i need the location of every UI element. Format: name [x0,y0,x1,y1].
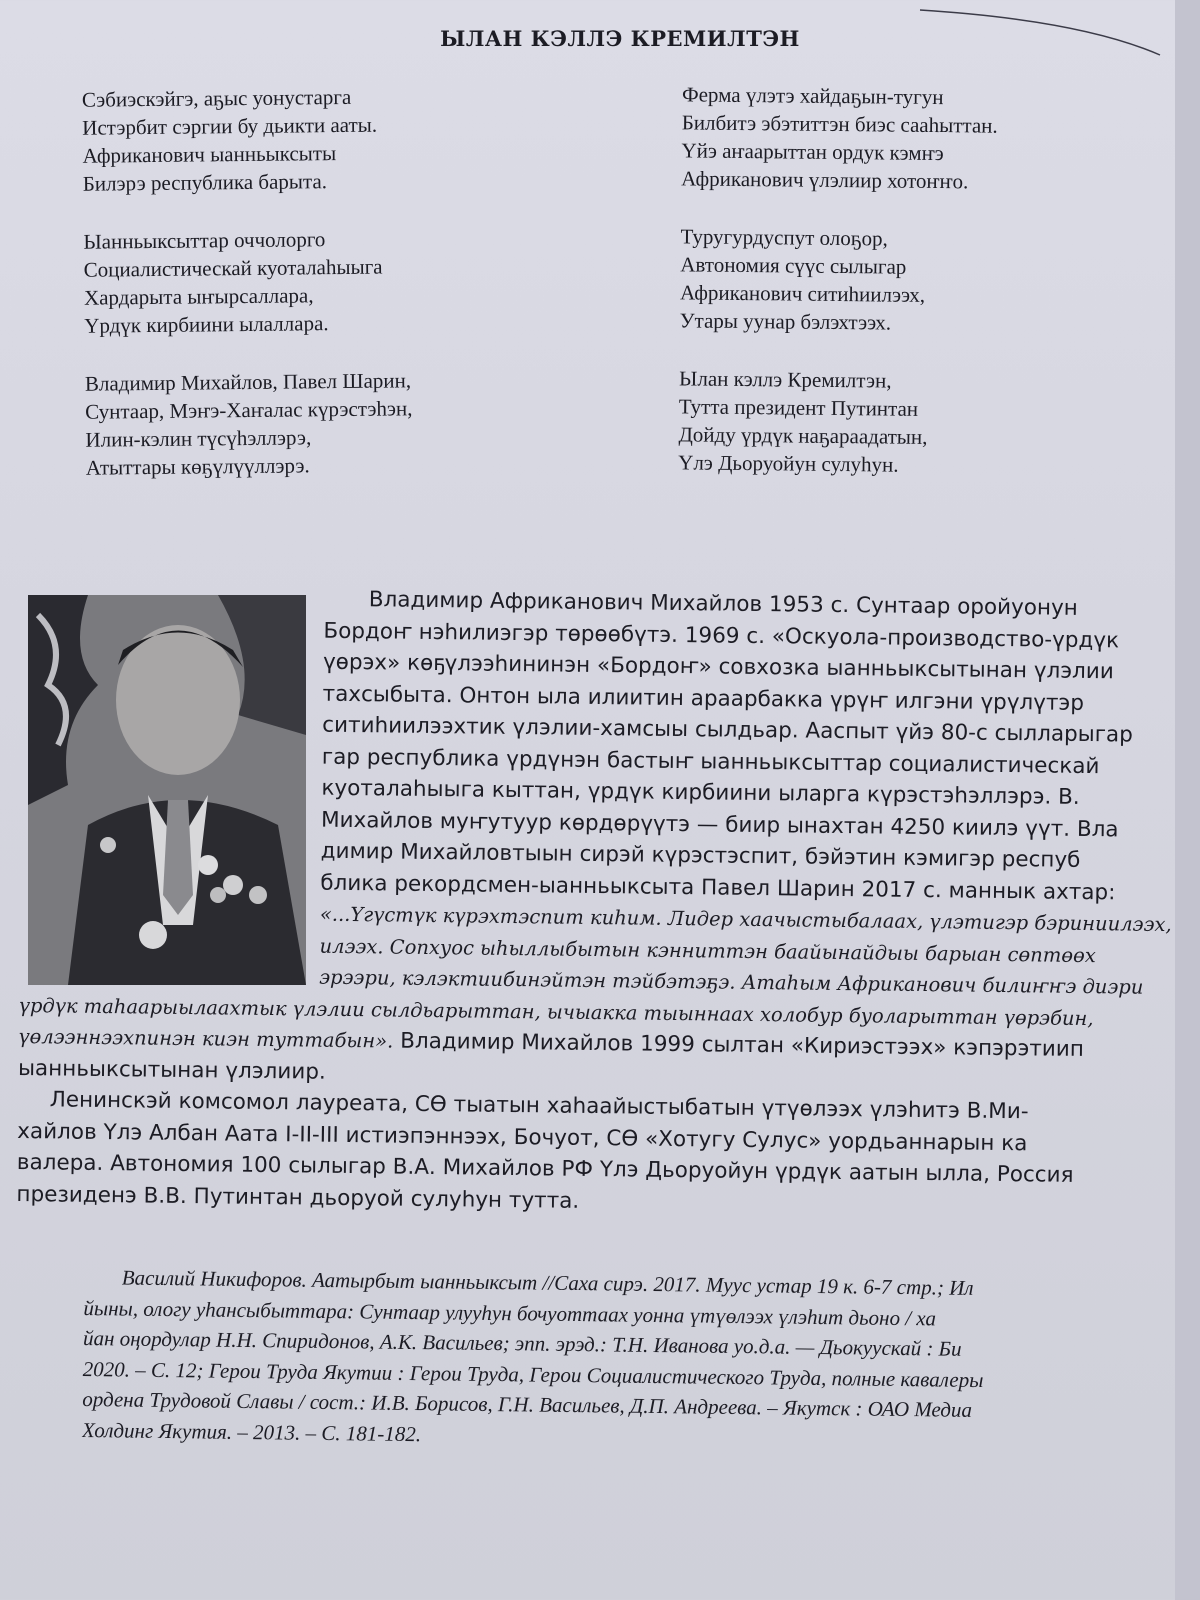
quote-line: «...Үгүстүк күрэхтэспит киһим. Лидер хаачыстыбалаах, үлэтигэр бэриниилээх, [319,902,1172,937]
reference-line: ордена Трудовой Славы / сост.: И.В. Борисов, Г.Н. Васильев, Д.П. Андреева. – Якутск : ОАО Медиа [82,1386,973,1422]
poem-left-column [82,82,414,511]
verse-line: Утары уунар бэлэхтээх. [679,308,892,335]
verse-line: Социалистическай куоталаһыыга [83,254,383,282]
verse-line: Автономия сүүс сылыгар [680,252,907,279]
bio-line: үөрэх» көҕүлээһининэн «Бордоҥ» совхозка ыанньыксытынан үлэлии [322,649,1114,685]
stanza [680,222,997,337]
references [82,1262,1200,1459]
bio-line: президенэ В.В. Путинтан дьоруой сулуһун тутта. [16,1181,580,1214]
bio-after-quote: Владимир Михайлов 1999 сылтан «Кириэстээх» кэпэрэтиип [400,1028,1085,1062]
verse-line: Үйэ аҥаарыттан ордук кэмҥэ [681,138,944,166]
bio-line: димир Михайловтыын сирэй күрэстэспит, бэйэтин кэмигэр респуб [320,838,1081,873]
verse-line: Туругурдуспут олоҕор, [680,224,889,251]
verse-line: Илин-кэлин түсүһэллэрэ, [85,425,312,452]
quote-line: эрээри, кэлэктиибинэйтэн тэйбэтэҕэ. Атаһым Африканович билиҥҥэ диэри [319,965,1144,999]
bio-line: Бордоҥ нэһилиэгэр төрөөбүтэ. 1969 с. «Оскуола-производство-үрдүк [323,618,1120,653]
stanza [681,80,998,195]
stanza [678,364,995,479]
stanza [85,366,413,481]
quote-line: үрдүк таһаарыылаахтык үлэлии сылдьарыттан, ычыакка тыыннаах холобур буоларыттан үөрэбин, [18,993,1094,1030]
bio-line: гар республика үрдүнэн бастыҥ ыанньыксыттар социалистическай [321,744,1100,779]
poem-right-column [678,80,998,509]
bio-line: ыанньыксытынан үлэлиир. [17,1055,326,1085]
verse-line: Билбитэ эбэтиттэн биэс сааһыттан. [681,110,998,138]
verse-line: Владимир Михайлов, Павел Шарин, [84,368,412,396]
bio-line: Ленинскэй комсомол лауреата, СӨ тыатын хаһаайыстыбатын үтүөлээх үлэһитэ В.Ми- [49,1087,1029,1125]
verse-line: Үлэ Дьоруойун сулуһун. [678,450,899,477]
reference-line: йыны, ологу уһансыбыттара: Сунтаар улууһун бочуоттаах уонна үтүөлээх үлэһит дьоно / ха [83,1295,937,1330]
page-title: ЫЛАН КЭЛЛЭ КРЕМИЛТЭН [440,26,800,51]
verse-line: Билэрэ республика барыта. [82,169,328,196]
verse-line: Хардарыта ыҥырсаллара, [83,283,314,310]
bio-line: ситиһиилээхтик үлэлии-хамсыы сылдьар. Ааспыт үйэ 80-с сылларыгар [322,712,1133,748]
verse-line: Ыанньыксыттар оччолорго [83,227,326,254]
verse-line: Атыттары көҕүлүүллэрэ. [85,453,310,480]
verse-line: Үрдүк кирбиини ылаллара. [84,311,329,338]
quote-line: илээх. Сопхуос ыһыллыбытын кэнниттэн баайынайдыы барыан сөптөөх [319,934,1096,967]
reference-line: Василий Никифоров. Аатырбыт ыанньыксыт //Саха сирэ. 2017. Муус устар 19 к. 6-7 стр.; Ил [121,1265,974,1300]
quote-end: үөлээннээхпинэн киэн туттабын». [18,1024,394,1053]
verse-line: Ылан кэллэ Кремилтэн, [678,366,892,393]
biography-text [16,580,1200,1224]
verse-line: Сунтаар, Мэҥэ-Хаҥалас күрэстэһэн, [85,396,413,424]
verse-line: Тутта президент Путинтан [678,394,919,421]
reference-line: йан оңордулар Н.Н. Спиридонов, А.К. Васильев; эпп. эрэд.: Т.Н. Иванова уо.д.а. — Дьокуускай : Би [82,1325,962,1361]
bio-line: Михайлов муҥутуур көрдөрүүтэ — биир ынахтан 4250 киилэ үүт. Вла [320,807,1119,842]
verse-line: Африканович ыанньыксыты [82,141,337,168]
reference-line: 2020. – С. 12; Герои Труда Якутии : Герои Труда, Герои Социалистического Труда, полные кавалеры [82,1356,984,1392]
reference-line: Холдинг Якутия. – 2013. – С. 181-182. [81,1417,422,1446]
bio-line: Владимир Африканович Михайлов 1953 с. Сунтаар оройуонун [368,587,1078,621]
bio-line: блика рекордсмен-ыанньыксыта Павел Шарин 2017 с. маннык ахтар: [320,870,1116,905]
verse-line: Истэрбит сэргии бу дьикти ааты. [82,112,378,140]
verse-line: Африканович үлэлиир хотоҥҥо. [681,166,969,194]
verse-line: Африканович ситиһиилээх, [679,280,926,307]
verse-line: Ферма үлэтэ хайдаҕын-тугун [681,82,944,110]
verse-line: Сэбиэскэйгэ, аҕыс уонустарга [81,84,352,112]
bio-line: куоталаһыыга кыттан, үрдүк кирбиини ыларга күрэстэһэллэрэ. В. [321,775,1080,810]
bio-line: валера. Автономия 100 сылыгар В.А. Михайлов РФ Үлэ Дьоруойун үрдүк аатын ылла, Россия [16,1149,1074,1188]
verse-line: Дойду үрдүк наҕараадатын, [678,422,928,449]
stanza [83,224,411,339]
bio-line: тахсыбыта. Онтон ыла илиитин араарбакка үрүҥ илгэни үрүлүтэр [322,681,1085,716]
stanza [82,82,410,197]
bio-line: хайлов Үлэ Албан Аата I-II-III истиэпэннээх, Бочуот, СӨ «Хотугу Сулус» уордьаннарын ка [17,1118,1028,1156]
